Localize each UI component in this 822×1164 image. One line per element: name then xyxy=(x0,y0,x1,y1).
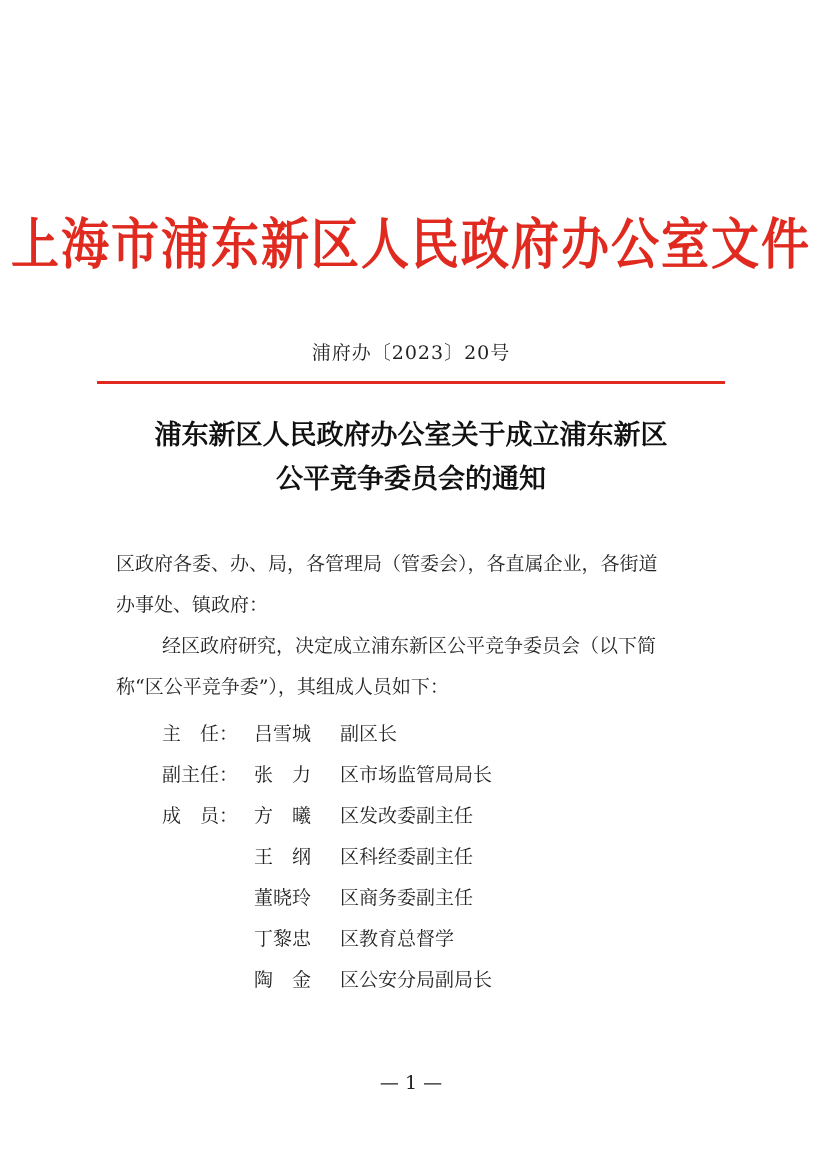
member-title: 区公安分局副局长 xyxy=(340,969,493,991)
member-name: 方 曦 xyxy=(254,805,312,827)
member-role xyxy=(162,917,254,958)
member-title: 区商务委副主任 xyxy=(340,887,474,909)
member-role: 成 员： xyxy=(162,805,239,827)
member-title: 区发改委副主任 xyxy=(340,805,474,827)
salutation-line-1: 区政府各委、办、局，各管理局（管委会），各直属企业，各街道 xyxy=(116,553,658,575)
salutation xyxy=(116,544,716,626)
member-list xyxy=(162,712,492,999)
member-role xyxy=(162,876,254,917)
member-title: 副区长 xyxy=(340,723,398,745)
body-paragraph xyxy=(116,626,716,708)
paragraph-line-1: 经区政府研究，决定成立浦东新区公平竞争委员会（以下简 xyxy=(162,635,657,657)
member-title: 区市场监管局局长 xyxy=(340,764,493,786)
member-row xyxy=(162,917,492,958)
member-role: 主 任： xyxy=(162,723,239,745)
member-name: 董晓玲 xyxy=(254,887,312,909)
member-title: 区科经委副主任 xyxy=(340,846,474,868)
page-number: — 1 — xyxy=(379,1072,443,1094)
notice-title-line-1: 浦东新区人民政府办公室关于成立浦东新区 xyxy=(154,420,668,451)
notice-title-line-2: 公平竞争委员会的通知 xyxy=(276,464,546,495)
paragraph-line-2: 称“区公平竞争委”），其组成人员如下： xyxy=(116,676,449,698)
member-name: 丁黎忠 xyxy=(254,928,312,950)
red-divider-line xyxy=(97,381,725,384)
member-name: 王 纲 xyxy=(254,846,312,868)
member-role xyxy=(162,835,254,876)
member-row xyxy=(162,794,492,835)
member-role: 副主任： xyxy=(162,764,239,786)
member-name: 陶 金 xyxy=(254,969,312,991)
document-number: 浦府办〔2023〕20号 xyxy=(311,342,511,364)
member-role xyxy=(162,958,254,999)
member-row xyxy=(162,876,492,917)
member-row xyxy=(162,835,492,876)
member-row xyxy=(162,958,492,999)
issuing-office-title: 上海市浦东新区人民政府办公室文件 xyxy=(10,212,811,278)
member-row xyxy=(162,712,492,753)
member-name: 吕雪城 xyxy=(254,723,312,745)
salutation-line-2: 办事处、镇政府： xyxy=(116,594,269,616)
member-row xyxy=(162,753,492,794)
member-title: 区教育总督学 xyxy=(340,928,455,950)
member-name: 张 力 xyxy=(254,764,312,786)
notice-title xyxy=(0,414,822,502)
